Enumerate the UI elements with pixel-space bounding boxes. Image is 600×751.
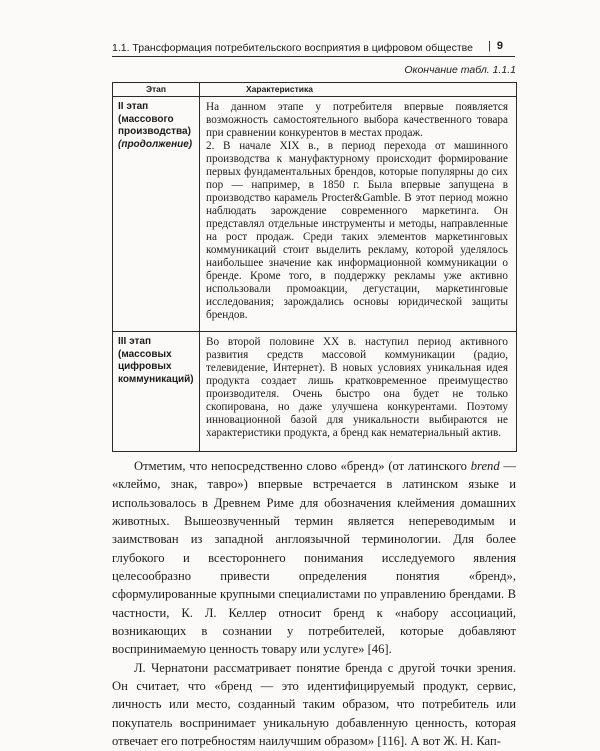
table-row bbox=[113, 97, 517, 332]
table-row bbox=[113, 332, 517, 452]
running-title: 1.1. Трансформация потребительского восприятия в цифровом обществе bbox=[112, 42, 473, 54]
characteristic-cell bbox=[200, 332, 517, 452]
table-caption: Окончание табл. 1.1.1 bbox=[404, 64, 516, 76]
stage-name: III этап (массовых цифровых коммуникаций) bbox=[118, 336, 194, 385]
characteristic-paragraph: На данном этапе у потребителя впервые появляется возможность самостоятельного выбора качественного товара при сравнении конкурентов в местах продаж. bbox=[206, 101, 508, 139]
body-text-run: Отметим, что непосредственно слово «бренд» (от латинского bbox=[134, 459, 471, 473]
stages-table bbox=[112, 82, 517, 452]
body-paragraph bbox=[112, 457, 516, 659]
page-number-block bbox=[488, 40, 518, 52]
characteristic-paragraph: Во второй половине XX в. наступил период активного развития средств массовой коммуникации (радио, телевидение, Интернет). В новых условиях уникальная идея продукта создает лишь кратковременное преимущество производителя. Очень быстро она будет не только скопирована, но даже улучшена конкурентами. Поэтому инновационной базой для уникальности выбираются не характеристики продукта, а бренд как нематериальный актив. bbox=[206, 336, 508, 439]
latin-term: brend bbox=[470, 459, 500, 473]
running-header bbox=[112, 42, 512, 54]
table-header-row bbox=[113, 83, 517, 97]
stage-note: (продолжение) bbox=[118, 138, 193, 150]
page-number: 9 bbox=[496, 40, 503, 52]
header-rule bbox=[112, 56, 515, 57]
stage-cell bbox=[113, 332, 200, 452]
header-separator: | bbox=[488, 40, 491, 52]
characteristic-cell bbox=[200, 97, 517, 332]
body-paragraph: Л. Чернатони рассматривает понятие бренда с другой точки зрения. Он считает, что «бренд — это идентифицируемый продукт, сервис, личность или место, созданный таким образом, что потребитель или покупатель воспринимает уникальную добавленную ценность, которая отвечает его потребностям наилучшим образом» [116]. А вот Ж. Н. Кап- bbox=[112, 660, 516, 749]
body-text bbox=[112, 457, 516, 751]
body-text-run: — «клеймо, знак, тавро») впервые встречается в латинском языке и использовалось в Древнем Риме для обозначения клеймения домашних животных. Вышеозвученный термин является непереводимым и заимствован из западной англоязычной терминологии. Для более глубокого и всестороннего понимания исследуемого явления целесообразно привести определения понятия «бренд», сформулированные крупными специалистами по управлению брендами. В частности, К. Л. Келлер относит бренд к «набору ассоциаций, возникающих в сознании у потребителей, которые добавляют воспринимаемую ценность товару или услуге» [46]. bbox=[112, 459, 516, 657]
column-header-stage: Этап bbox=[113, 83, 200, 97]
stage-cell bbox=[113, 97, 200, 332]
column-header-characteristic: Характеристика bbox=[200, 83, 517, 97]
characteristic-paragraph: 2. В начале XIX в., в период перехода от машинного производства к мануфактурному происходит формирование первых фундаментальных брендов, которые популярны до сих пор — например, в 1850 г. Была впервые запущена в производство карамель Procter&Gamble. В этот период можно наблюдать зарождение современного маркетинга. Он представлял отдельные инструменты и методы, направленные на рост продаж. Среди таких элементов маркетинговых коммуникаций стоит выделить рекламу, которой уделялось наибольшее значение как информационной коммуникации о бренде. Кроме того, в поддержку рекламы уже активно использовали промоакции, дегустации, маркетинговые исследования; зарождались основы юридической защиты брендов. bbox=[206, 140, 508, 321]
stage-name: II этап (массового производства) bbox=[118, 101, 191, 137]
